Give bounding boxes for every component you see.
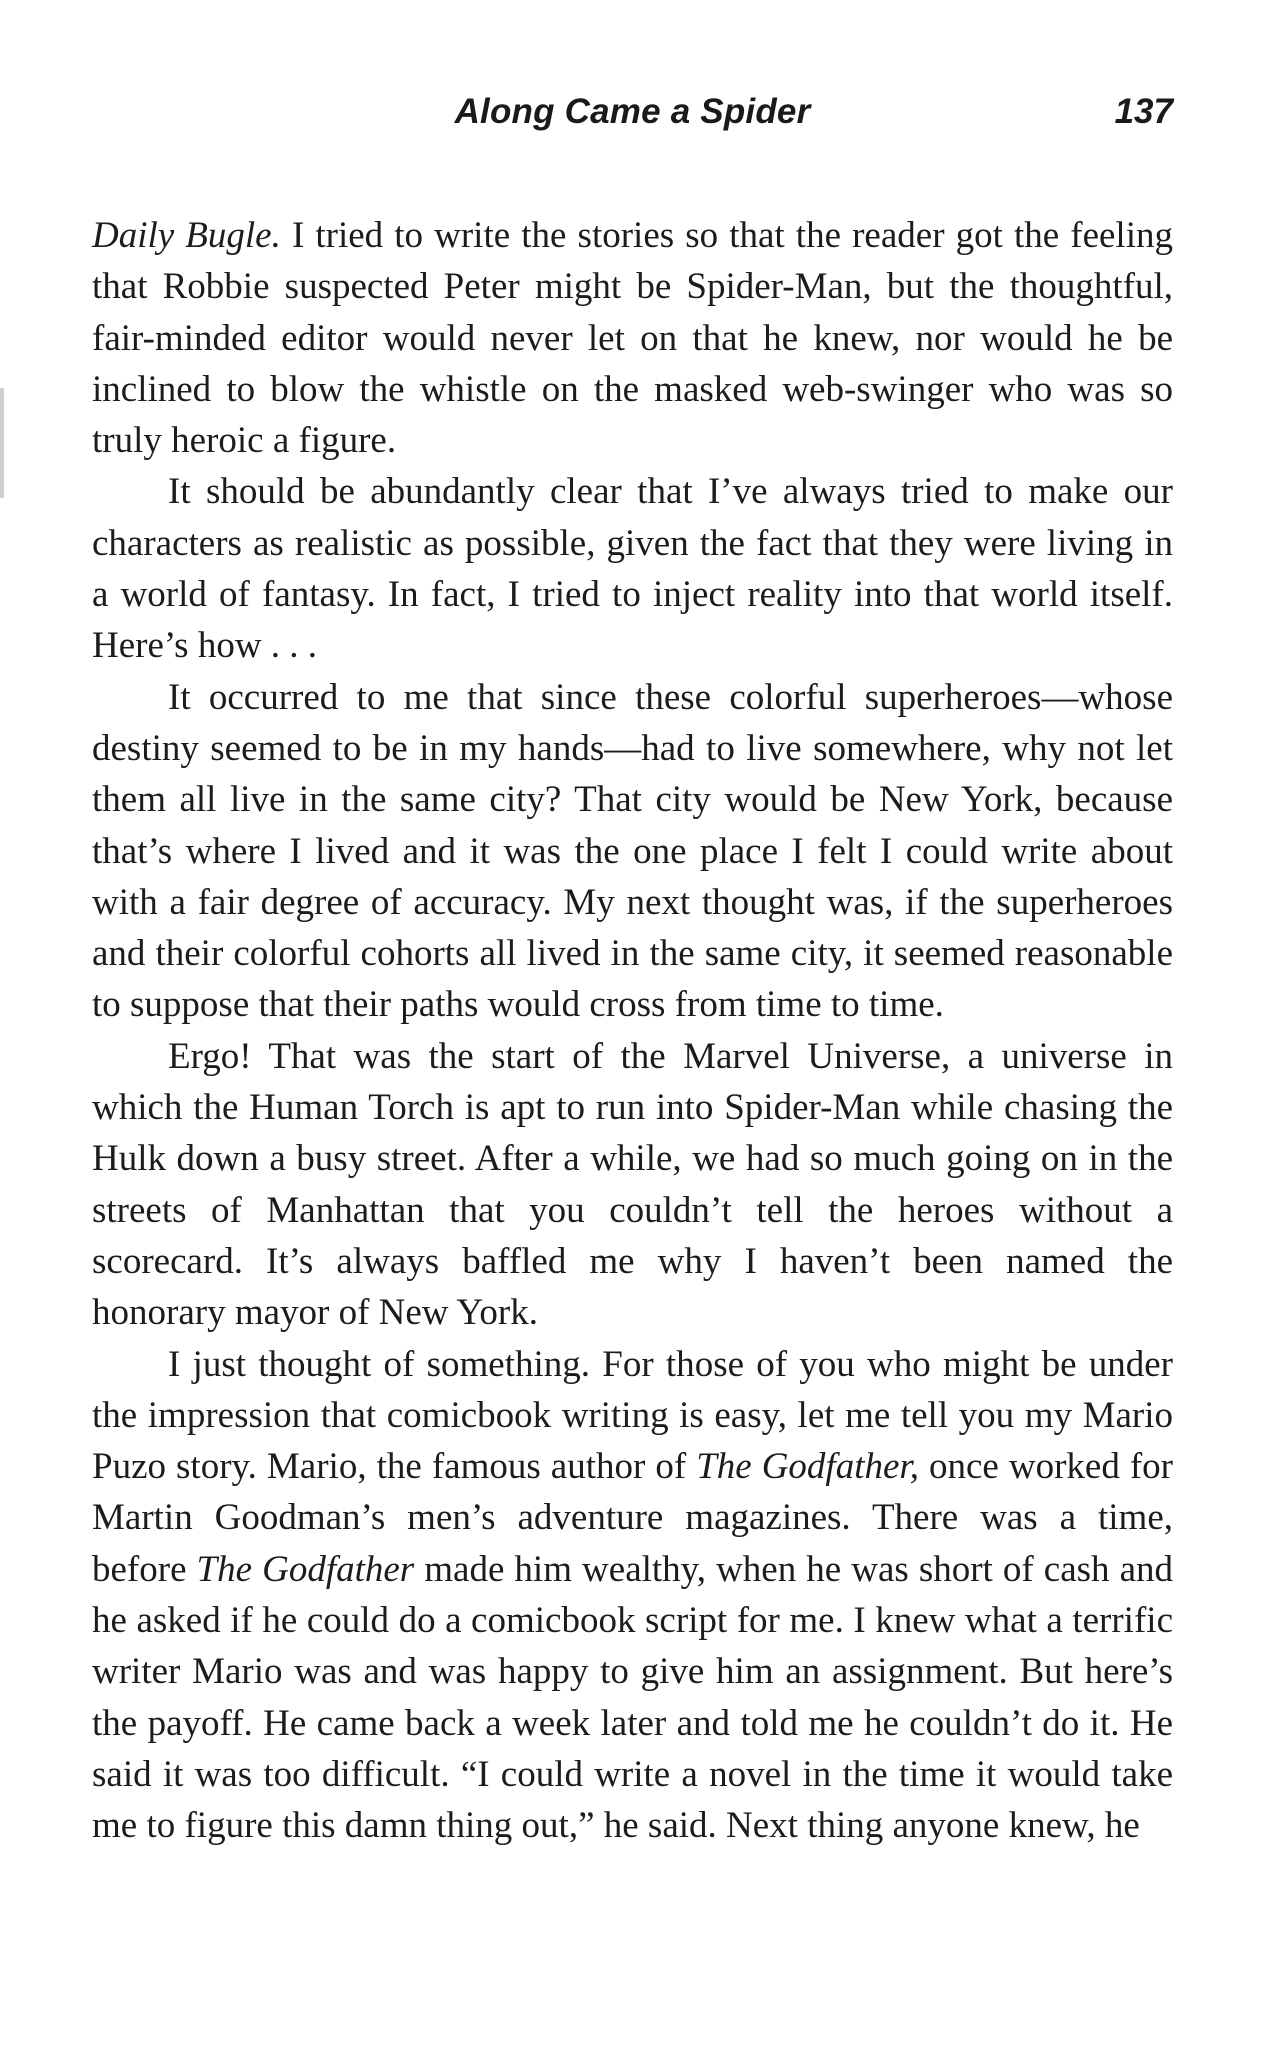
paragraph-5-italic-b: The Godfather — [196, 1548, 415, 1590]
paragraph-4: Ergo! That was the start of the Marvel Universe, a universe in which the Human Torch is apt to run into Spider-Man while chasing the Hulk down a busy street. After a while, we had so much going on in the streets of Manhattan that you couldn’t tell the heroes without a scorecard. It’s always baffled me why I haven’t been named the honorary mayor of New York. — [92, 1035, 1173, 1334]
running-head — [92, 92, 1173, 142]
paragraph-5-text-c: made him wealthy, when he was short of cash and he asked if he could do a comicbook script for me. I knew what a terrific writer Mario was and was happy to give him an assignment. But here’s the payoff. He came back a week later and told me he couldn’t do it. He said it was too difficult. “I could write a novel in the time it would take me to figure this damn thing out,” he said. Next thing anyone knew, he — [92, 1548, 1173, 1847]
gutter-shadow — [0, 388, 4, 498]
running-title: Along Came a Spider — [454, 92, 811, 131]
paragraph-1-text: I tried to write the stories so that the reader got the feeling that Robbie suspected Peter might be Spider-Man, but the thoughtful, fair-minded editor would never let on that he knew, nor would he be inclined to blow the whistle on the masked web-swinger who was so truly heroic a figure. — [92, 215, 1173, 462]
body-text — [92, 210, 1173, 1852]
paragraph-1-italic-lead: Daily Bugle. — [92, 215, 281, 256]
paragraph-1 — [92, 210, 1173, 466]
paragraph-2: It should be abundantly clear that I’ve always tried to make our characters as realistic as possible, given the fact that they were living in a world of fantasy. In fact, I tried to inject reality into that world itself. Here’s how . . . — [92, 471, 1173, 667]
paragraph-5-text-b: once worked for Martin Goodman’s men’s adventure magazines. There was a time, before — [92, 1446, 1174, 1590]
paragraph-5 — [92, 1339, 1173, 1852]
paragraph-3: It occurred to me that since these colorful superheroes—whose destiny seemed to be in my hands—had to live somewhere, why not let them all live in the same city? That city would be New York, because that’s where I lived and it was the one place I felt I could write about with a fair degree of accuracy. My next thought was, if the superheroes and their colorful cohorts all lived in the same city, it seemed reasonable to suppose that their paths would cross from time to time. — [92, 676, 1173, 1026]
page-number: 137 — [1114, 92, 1173, 131]
paragraph-5-italic-a: The Godfather, — [696, 1446, 919, 1488]
paragraph-5-text-a: I just thought of something. For those of you who might be under the impression that comicbook writing is easy, let me tell you my Mario Puzo story. Mario, the famous author of — [92, 1343, 1173, 1488]
